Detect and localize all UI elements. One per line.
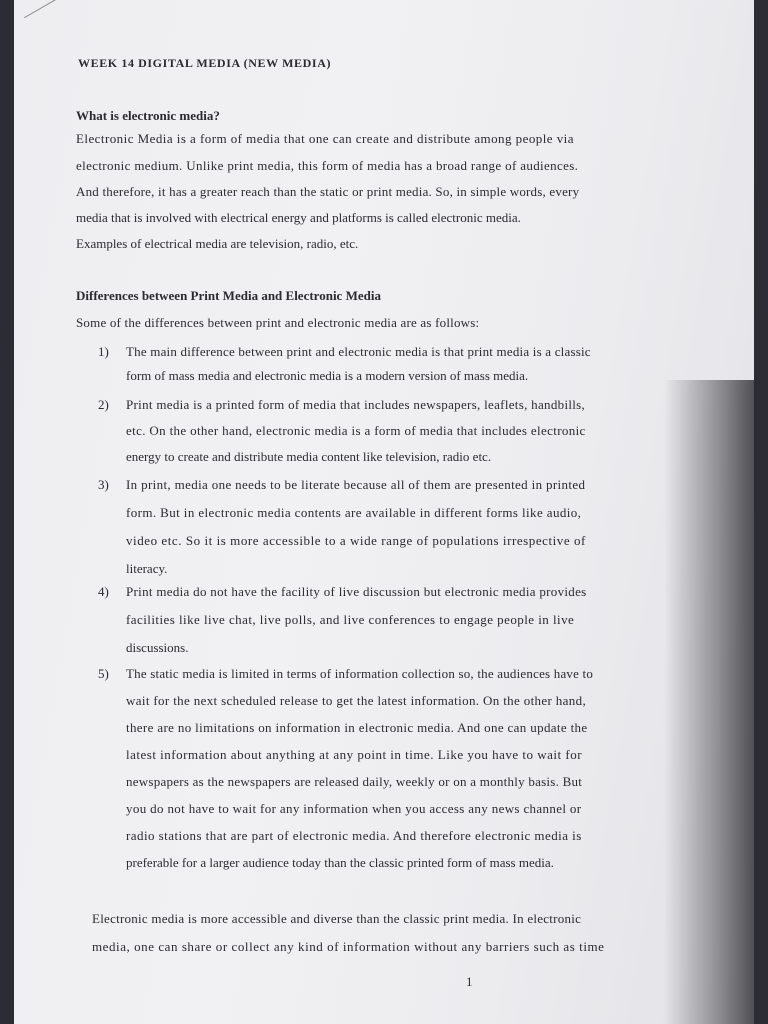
paragraph-line: Electronic Media is a form of media that one can create and distribute among people via [76, 131, 574, 146]
list-item-line: preferable for a larger audience today than the classic printed form of mass media. [126, 855, 554, 870]
section-heading-electronic-media: What is electronic media? [76, 108, 220, 123]
list-item-line: wait for the next scheduled release to get the latest information. On the other hand, [126, 693, 587, 708]
page-title: WEEK 14 DIGITAL MEDIA (NEW MEDIA) [78, 56, 332, 70]
list-item-line: latest information about anything at any point in time. Like you have to wait for [126, 747, 583, 762]
list-item-line: radio stations that are part of electronic media. And therefore electronic media is [126, 828, 582, 843]
list-item-number: 4) [98, 584, 109, 599]
paragraph-line: And therefore, it has a greater reach than the static or print media. So, in simple words, every [76, 184, 580, 199]
list-item-line: In print, media one needs to be literate because all of them are presented in printed [126, 477, 586, 492]
list-item-line: form. But in electronic media contents are available in different forms like audio, [126, 505, 582, 520]
list-item-line: discussions. [126, 640, 189, 655]
closing-paragraph-line: media, one can share or collect any kind of information without any barriers such as time [92, 939, 605, 954]
page-number: 1 [466, 974, 473, 989]
list-item-line: The static media is limited in terms of information collection so, the audiences have to [126, 666, 594, 681]
list-item-number: 5) [98, 666, 109, 681]
list-item-line: facilities like live chat, live polls, and live conferences to engage people in live [126, 612, 575, 627]
list-item-number: 3) [98, 477, 109, 492]
list-item-line: Print media is a printed form of media that includes newspapers, leaflets, handbills, [126, 397, 586, 412]
list-item-number: 2) [98, 397, 109, 412]
section-heading-differences: Differences between Print Media and Electronic Media [76, 288, 381, 303]
list-item-line: The main difference between print and electronic media is that print media is a classic [126, 344, 591, 359]
list-item-line: energy to create and distribute media content like television, radio etc. [126, 449, 492, 464]
list-item-line: etc. On the other hand, electronic media is a form of media that includes electronic [126, 423, 586, 438]
list-item-line: video etc. So it is more accessible to a wide range of populations irrespective of [126, 533, 586, 548]
paragraph-line: media that is involved with electrical energy and platforms is called electronic media. [76, 210, 521, 225]
list-item-line: there are no limitations on information in electronic media. And one can update the [126, 720, 588, 735]
paragraph-line: electronic medium. Unlike print media, this form of media has a broad range of audiences. [76, 158, 579, 173]
section-intro: Some of the differences between print and electronic media are as follows: [76, 315, 480, 330]
list-item-line: you do not have to wait for any information when you access any news channel or [126, 801, 582, 816]
closing-paragraph-line: Electronic media is more accessible and diverse than the classic print media. In electronic [92, 911, 582, 926]
list-item-line: newspapers as the newspapers are released daily, weekly or on a monthly basis. But [126, 774, 583, 789]
document-page [14, 0, 754, 1024]
list-item-line: literacy. [126, 561, 168, 576]
corner-pen-mark [14, 0, 59, 18]
page-shadow [664, 380, 754, 1024]
list-item-number: 1) [98, 344, 109, 359]
list-item-line: form of mass media and electronic media is a modern version of mass media. [126, 368, 529, 383]
list-item-line: Print media do not have the facility of live discussion but electronic media provides [126, 584, 587, 599]
paragraph-line: Examples of electrical media are television, radio, etc. [76, 236, 359, 251]
